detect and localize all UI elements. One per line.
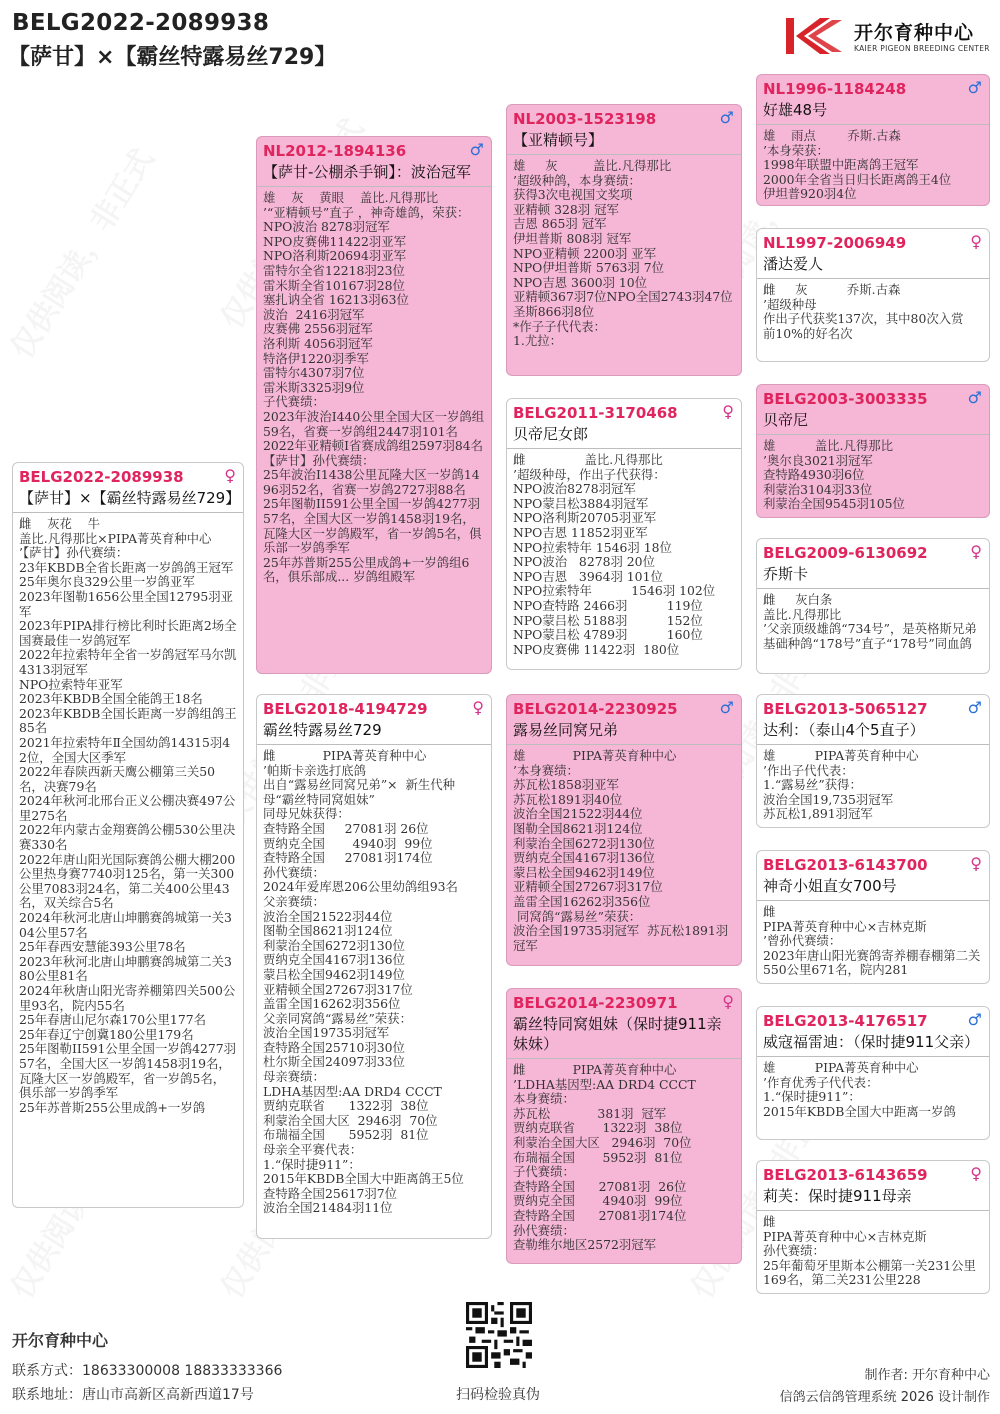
female-icon: ♀	[722, 992, 734, 1011]
qr-code-icon[interactable]	[466, 1302, 532, 1368]
pigeon-details: 雄 雨点 乔斯.古森 ’本身荣获： 1998年联盟中距离鸽王冠军 2000年全省当日归长距离鸽王4位 伊坦普920羽4位	[763, 128, 952, 202]
footer-brand: 开尔育种中心	[12, 1331, 109, 1350]
pigeon-details: 雄 PIPA菁英育种中心 ’作育优秀子代代表： 1.“保时捷911”： 2015年KBDB全国大中距离一岁鸽	[763, 1060, 956, 1119]
card-ssd[interactable]	[756, 228, 990, 362]
pigeon-details: 雄 灰 黄眼 盖比.凡得那比 ’“亚精顿号”直子 ，神奇雄鸽，荣获： NPO波治 8278羽冠军 NPO皮赛佛11422羽亚军 NPO洛利斯20694羽亚军 雷特尔全省12218羽23位 雷米斯全省10167羽28位 塞扎讷全省 16213羽63位 波治 2416羽冠军 皮赛佛 2556羽冠军 洛利斯 4056羽冠军 特洛伊1220羽季军 雷特尔4307羽7位 雷米斯3325羽9位 子代赛绩： 2023年波治Ⅰ440公里全国大区一岁鸽组59名，省赛一岁鸽组2447羽101名 2022年亚精顿Ⅰ省赛成鸽组2597羽84名 【萨甘】孙代赛绩： 25年波治I1438公里瓦隆大区一岁鸽1496羽52名，省赛一岁鸽2727羽88名 25年图勒II591公里全国一岁鸽4277羽57名，全国大区一岁鸽1458羽19名，瓦隆大区一岁鸽殿军，省一岁鸽5名，俱乐部一岁鸽季军 25年苏普斯255公里成鸽+一岁鸽组6名，俱乐部成... 岁鸽组殿军	[263, 190, 485, 585]
card-dsd[interactable]	[756, 850, 990, 984]
male-icon: ♂	[719, 108, 734, 127]
pigeon-name: 好雄48号	[757, 98, 989, 125]
pigeon-name: 【萨甘】×【霸丝特露易丝729】	[13, 486, 243, 513]
pigeon-details: 雌 灰白条 盖比.凡得那比 ’父亲顶级雄鸽“734号”，是英格斯兄弟基础种鸽“178号”直子“178号”同血鸽	[763, 592, 977, 651]
footer-contact: 联系方式：18633300008 18833333366	[12, 1363, 283, 1379]
pigeon-details: 雄 PIPA菁英育种中心 ’本身赛绩： 苏瓦松1858羽亚军 苏瓦松1891羽40位 波治全国21522羽44位 图勒全国8621羽124位 利蒙治全国6272羽130位 贾纳克全国4167羽136位 蒙吕松全国9462羽149位 亚精顿全国27267羽317位 盖雷全国16262羽356位 同窝鸽“露易丝”荣获： 波治全国19735羽冠军 苏瓦松1891羽冠军	[513, 748, 729, 953]
footer-system: 信鸽云信鸽管理系统 2026 设计制作	[779, 1390, 990, 1405]
female-icon: ♀	[224, 466, 236, 485]
card-subject[interactable]	[12, 462, 244, 1208]
qr-label: 扫码检验真伪	[456, 1387, 540, 1403]
female-icon: ♀	[970, 542, 982, 561]
card-sire-sire[interactable]	[506, 104, 742, 376]
male-icon: ♂	[967, 388, 982, 407]
pigeon-name: 神奇小姐直女700号	[757, 874, 989, 901]
female-icon: ♀	[970, 232, 982, 251]
ring-number: NL2003-1523198	[513, 110, 657, 128]
ring-number: BELG2009-6130692	[763, 544, 928, 562]
ring-number: NL1996-1184248	[763, 80, 907, 98]
male-icon: ♂	[967, 1010, 982, 1029]
male-icon: ♂	[469, 140, 484, 159]
pigeon-details: 雄 PIPA菁英育种中心 ’作出子代代表： 1.“露易丝”获得： 波治全国19,735羽冠军 苏瓦松1,891羽冠军	[763, 748, 919, 822]
ring-number: BELG2014-2230971	[513, 994, 678, 1012]
pigeon-name: 潘达爱人	[757, 252, 989, 279]
footer-address: 联系地址：唐山市高新区高新西道17号	[12, 1387, 254, 1403]
card-dam-sire[interactable]	[506, 694, 742, 966]
kaier-logo-icon	[786, 16, 848, 56]
male-icon: ♂	[967, 78, 982, 97]
pigeon-details: 雌 盖比.凡得那比 ’超级种母，作出子代获得： NPO波治8278羽冠军 NPO蒙吕松3884羽冠军 NPO洛利斯20705羽亚军 NPO吉恩 11852羽亚军 NPO拉索特年 1546羽 18位 NPO波治 8278羽 20位 NPO吉恩 3964羽 101位 NPO拉索特年 1546羽 102位 NPO查特路 2466羽 119位 NPO蒙吕松 5188羽 152位 NPO蒙吕松 4789羽 160位 NPO皮赛佛 11422羽 180位	[513, 452, 716, 657]
logo-text-cn: 开尔育种中心	[854, 22, 975, 44]
pigeon-name: 露易丝同窝兄弟	[507, 718, 741, 745]
card-sire[interactable]	[256, 136, 492, 674]
male-icon: ♂	[967, 698, 982, 717]
ring-number: BELG2014-2230925	[513, 700, 678, 718]
card-dds[interactable]	[756, 1006, 990, 1140]
card-sire-dam[interactable]	[506, 398, 742, 670]
ring-number: BELG2011-3170468	[513, 404, 678, 422]
ring-number: BELG2003-3003335	[763, 390, 928, 408]
card-sdd[interactable]	[756, 538, 990, 674]
watermark	[0, 139, 162, 366]
card-dam[interactable]	[256, 694, 492, 1239]
brand-logo	[786, 16, 991, 58]
pigeon-name: 乔斯卡	[757, 562, 989, 589]
card-sss[interactable]	[756, 74, 990, 206]
ring-number: BELG2018-4194729	[263, 700, 428, 718]
male-icon: ♂	[719, 698, 734, 717]
pigeon-name: 【亚精顿号】	[507, 128, 741, 155]
pigeon-details: 雄 盖比.凡得那比 ’奥尔良3021羽冠军 查特路4930羽6位 利蒙治3104羽33位 利蒙治全国9545羽105位	[763, 438, 905, 512]
pigeon-details: 雄 灰 盖比.凡得那比 ’超级种鸽，本身赛绩： 获得3次电视国文奖项 亚精顿 328羽 冠军 吉恩 865羽 冠军 伊坦普斯 808羽 冠军 NPO亚精顿 2200羽 亚军 NPO伊坦普斯 5763羽 7位 NPO吉恩 3600羽 10位 亚精顿367羽7位NPO全国2743羽47位 圣斯866羽8位 *作子子代代表： 1.尤拉：	[513, 158, 733, 349]
pigeon-details: 雌 PIPA菁英育种中心 ’帕斯卡亲选打底鸽 出自“露易丝同窝兄弟”× 新生代种母“霸丝特同窝姐妹” 同母兄妹获得： 查特路全国 27081羽 26位 贾纳克全国 4940羽 99位 查特路全国 27081羽174位 孙代赛绩： 2024年爱库恩206公里幼鸽组93名 父亲赛绩： 波治全国21522羽44位 图勒全国8621羽124位 利蒙治全国6272羽130位 贾纳克全国4167羽136位 蒙吕松全国9462羽149位 亚精顿全国27267羽317位 盖雷全国16262羽356位 父亲同窝鸽“露易丝”荣获： 波治全国19735羽冠军 查特路全国25710羽30位 杜尔斯全国24097羽33位 母亲赛绩： LDHA基因型:AA DRD4 CCCT 贾纳克联省 1322羽 38位 利蒙治全国大区 2946羽 70位 布瑞福全国 5952羽 81位 母亲全平赛代表： 1.“保时捷911”： 2015年KBDB全国大中距离鸽王5位 查特路全国25617羽7位 波治全国21484羽11位	[263, 748, 464, 1216]
pigeon-name: 达利：（泰山4个5直子）	[757, 718, 989, 745]
ring-number: NL1997-2006949	[763, 234, 907, 252]
pigeon-details: 雌 PIPA菁英育种中心×吉林克斯 孙代赛绩： 25年葡萄牙里斯本公棚第一关231公里169名，第二关231公里228	[763, 1214, 976, 1288]
pigeon-name: 贝帝尼女郎	[507, 422, 741, 449]
pigeon-name: 莉芙：保时捷911母亲	[757, 1184, 989, 1211]
card-dam-dam[interactable]	[506, 988, 742, 1264]
pigeon-details: 雌 PIPA菁英育种中心 ’LDHA基因型:AA DRD4 CCCT 本身赛绩： 苏瓦松 381羽 冠军 贾纳克联省 1322羽 38位 利蒙治全国大区 2946羽 70位 布瑞福全国 5952羽 81位 子代赛绩： 查特路全国 27081羽 26位 贾纳克全国 4940羽 99位 查特路全国 27081羽174位 孙代赛绩： 查勒维尔地区2572羽冠军	[513, 1062, 696, 1253]
ring-number: BELG2013-4176517	[763, 1012, 928, 1030]
pigeon-name: 威寇福雷迪：（保时捷911父亲）	[757, 1030, 989, 1057]
ring-number: BELG2013-6143659	[763, 1166, 928, 1184]
pigeon-name: 贝帝尼	[757, 408, 989, 435]
female-icon: ♀	[722, 402, 734, 421]
female-icon: ♀	[970, 1164, 982, 1183]
page-title-ring: BELG2022-2089938	[12, 10, 270, 36]
female-icon: ♀	[472, 698, 484, 717]
female-icon: ♀	[970, 854, 982, 873]
card-ddd[interactable]	[756, 1160, 990, 1294]
pigeon-name: 霸丝特露易丝729	[257, 718, 491, 745]
ring-number: BELG2013-6143700	[763, 856, 928, 874]
pigeon-name: 霸丝特同窝姐妹（保时捷911亲妹妹）	[507, 1012, 741, 1059]
pigeon-details: 雌 灰花 牛 盖比.凡得那比×PIPA菁英育种中心 ’【萨甘】孙代赛绩： 23年KBDB全省长距离一岁鸽鸽王冠军 25年奥尔良329公里一岁鸽亚军 2023年图勒1656公里全国12795羽亚军 2023年PIPA排行榜比利时长距离2场全国赛最佳一岁鸽冠军 2022年拉索特年全省一岁鸽冠军马尔凯 4313羽冠军 NPO拉索特年亚军 2023年KBDB全国全能鸽王18名 2023年KBDB全国长距离一岁鸽组鸽王85名 2021年拉索特年Ⅱ全国幼鸽14315羽42位，全国大区季军 2022年春陕西新天鹰公棚第三关50名，决赛79名 2024年秋河北邢台正义公棚决赛497公里275名 2022年内蒙古金翔赛鸽公棚530公里决赛330名 2022年唐山阳光国际赛鸽公棚大棚200公里热身赛7740羽125名，第一关300公里7083羽24名，第二关400公里43名，双关综合5名 2024年秋河北唐山坤鹏赛鸽城第一关304公里57名 25年春西安慧能393公里78名 2023年秋河北唐山坤鹏赛鸽城第二关380公里81名 2024年秋唐山阳光寄养棚第四关500公里93名，院内55名 25年春唐山尼尔森170公里177名 25年春辽宁创冀180公里179名 25年图勒II591公里全国一岁鸽4277羽57名，全国大区一岁鸽1458羽19名，瓦隆大区一岁鸽殿军，省一岁鸽5名，俱乐部一岁鸽季军 25年苏普斯255公里成鸽+一岁鸽	[19, 516, 237, 1115]
ring-number: BELG2013-5065127	[763, 700, 928, 718]
page-title-names: 【萨甘】×【霸丝特露易丝729】	[8, 45, 337, 70]
pigeon-name: 【萨甘-公棚杀手锏】：波治冠军	[257, 160, 491, 187]
ring-number: NL2012-1894136	[263, 142, 407, 160]
card-sds[interactable]	[756, 384, 990, 518]
footer-maker: 制作者: 开尔育种中心	[864, 1368, 990, 1383]
ring-number: BELG2022-2089938	[19, 468, 184, 486]
pigeon-details: 雌 PIPA菁英育种中心×吉林克斯 ’曾孙代赛绩： 2023年唐山阳光赛鸽寄养棚春棚第二关550公里671名，院内281	[763, 904, 981, 978]
card-dss[interactable]	[756, 694, 990, 828]
pigeon-details: 雌 灰 乔斯.古森 ’超级种母 作出子代获奖137次，其中80次入赏 前10%的好名次	[763, 282, 964, 341]
logo-text-en: KAIER PIGEON BREEDING CENTER	[854, 44, 990, 53]
